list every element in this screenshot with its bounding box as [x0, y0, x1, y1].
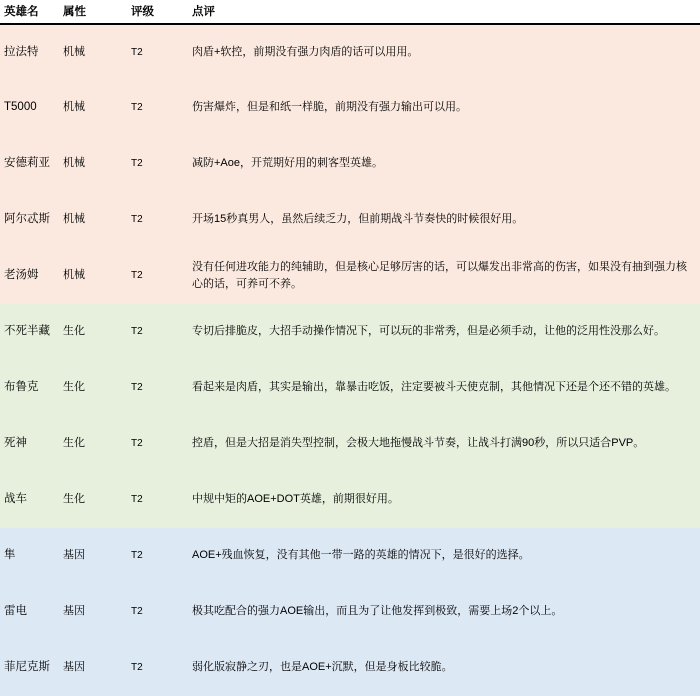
hero-attribute: 生化	[63, 381, 85, 394]
hero-review: 中规中矩的AOE+DOT英雄，前期很好用。	[192, 493, 399, 506]
hero-name: 雷电	[4, 605, 27, 618]
hero-name: 战车	[4, 493, 27, 506]
table-row	[0, 192, 700, 248]
hero-review: 看起来是肉盾，其实是输出，靠暴击吃饭，注定要被斗天使克制，其他情况下还是个还不错的英雄。	[192, 381, 676, 394]
hero-review: 控盾，但是大招是消失型控制，会极大地拖慢战斗节奏，让战斗打满90秒，所以只适合PVP。	[192, 437, 645, 450]
table-header	[0, 0, 700, 24]
hero-rating: T2	[131, 382, 143, 394]
hero-name: 老汤姆	[4, 269, 39, 282]
hero-name: 拉法特	[4, 45, 39, 58]
hero-rating: T2	[131, 550, 143, 562]
hero-attribute: 机械	[63, 45, 85, 58]
table-row	[0, 80, 700, 136]
hero-review: 没有任何进攻能力的纯辅助，但是核心足够厉害的话，可以爆发出非常高的伤害，如果没有抽到强力核心的话，可养可不养。	[192, 260, 687, 290]
hero-name: 阿尔忒斯	[4, 213, 50, 226]
hero-name: T5000	[4, 101, 37, 114]
hero-attribute: 基因	[63, 605, 85, 618]
hero-attribute: 基因	[63, 549, 85, 562]
table-header-row	[0, 0, 700, 24]
hero-review: AOE+残血恢复，没有其他一带一路的英雄的情况下，是很好的选择。	[192, 549, 530, 562]
hero-rating: T2	[131, 214, 143, 226]
table-row	[0, 528, 700, 584]
hero-rating: T2	[131, 606, 143, 618]
hero-review: 极其吃配合的强力AOE输出，而且为了让他发挥到极致，需要上场2个以上。	[192, 605, 563, 618]
hero-rating: T2	[131, 494, 143, 506]
table-body	[0, 24, 700, 696]
column-header-review: 点评	[188, 0, 700, 24]
column-header-rating: 评级	[128, 0, 188, 24]
hero-review: 弱化版寂静之刃，也是AOE+沉默，但是身板比较脆。	[192, 661, 453, 674]
hero-name: 安德莉亚	[4, 157, 50, 170]
hero-rating: T2	[131, 102, 143, 114]
hero-name: 菲尼克斯	[4, 661, 50, 674]
table-row	[0, 472, 700, 528]
hero-review: 减防+Aoe，开荒期好用的刺客型英雄。	[192, 157, 383, 170]
table-row	[0, 24, 700, 80]
hero-rating: T2	[131, 326, 143, 338]
hero-rating: T2	[131, 270, 143, 282]
table-row	[0, 416, 700, 472]
hero-attribute: 生化	[63, 325, 85, 338]
hero-review: 开场15秒真男人，虽然后续乏力，但前期战斗节奏快的时候很好用。	[192, 213, 524, 226]
hero-attribute: 生化	[63, 437, 85, 450]
hero-review: 专切后排脆皮，大招手动操作情况下，可以玩的非常秀，但是必须手动，让他的泛用性没那么好。	[192, 325, 665, 338]
table-row	[0, 584, 700, 640]
hero-attribute: 机械	[63, 213, 85, 226]
hero-attribute: 机械	[63, 101, 85, 114]
table-row	[0, 304, 700, 360]
hero-rating: T2	[131, 438, 143, 450]
table-row	[0, 640, 700, 696]
hero-attribute: 机械	[63, 157, 85, 170]
hero-review: 伤害爆炸，但是和纸一样脆，前期没有强力输出可以用。	[192, 101, 467, 114]
table-row	[0, 248, 700, 304]
hero-attribute: 机械	[63, 269, 85, 282]
hero-review: 肉盾+软控，前期没有强力肉盾的话可以用用。	[192, 45, 419, 58]
hero-name: 隼	[4, 549, 16, 562]
column-header-name: 英雄名	[0, 0, 60, 24]
table-row	[0, 136, 700, 192]
hero-name: 布鲁克	[4, 381, 39, 394]
hero-name: 死神	[4, 437, 27, 450]
hero-name: 不死半藏	[4, 325, 50, 338]
hero-attribute: 基因	[63, 661, 85, 674]
column-header-attribute: 属性	[60, 0, 128, 24]
hero-attribute: 生化	[63, 493, 85, 506]
hero-rating: T2	[131, 662, 143, 674]
hero-rating: T2	[131, 46, 143, 58]
hero-rating: T2	[131, 158, 143, 170]
table-row	[0, 360, 700, 416]
